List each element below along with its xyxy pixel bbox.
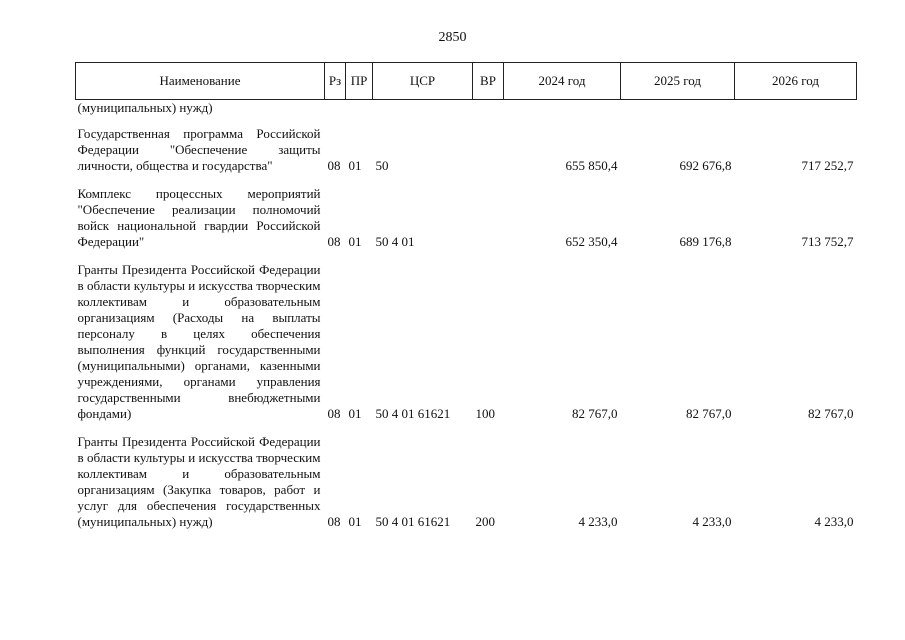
table-row xyxy=(76,116,857,176)
row-2026: 82 767,0 xyxy=(808,406,854,421)
header-2024: 2024 год xyxy=(504,63,621,100)
row-csr: 50 4 01 61621 xyxy=(375,406,451,421)
continuation-text: (муниципальных) нужд) xyxy=(77,100,213,115)
row-2026: 4 233,0 xyxy=(814,514,854,529)
table-row xyxy=(76,424,857,532)
table-row xyxy=(76,252,857,424)
row-2025: 692 676,8 xyxy=(679,158,732,173)
header-2025: 2025 год xyxy=(621,63,735,100)
row-2024: 652 350,4 xyxy=(565,234,618,249)
table-header-row xyxy=(76,63,857,100)
row-2026: 713 752,7 xyxy=(801,234,854,249)
row-pr: 01 xyxy=(348,406,362,421)
row-rz: 08 xyxy=(327,158,341,173)
row-name: Комплекс процессных мероприятий "Обеспечение реализации полномочий войск национальной гвардии Российской Федерации" xyxy=(77,186,321,249)
row-pr: 01 xyxy=(348,514,362,529)
row-pr: 01 xyxy=(348,158,362,173)
row-2024: 82 767,0 xyxy=(572,406,618,421)
row-rz: 08 xyxy=(327,406,341,421)
row-vr xyxy=(473,116,504,176)
header-2026: 2026 год xyxy=(735,63,857,100)
page-number: 2850 xyxy=(438,30,467,45)
row-2025: 689 176,8 xyxy=(679,234,732,249)
row-pr: 01 xyxy=(348,234,362,249)
row-2026: 717 252,7 xyxy=(801,158,854,173)
row-rz: 08 xyxy=(327,514,341,529)
row-2025: 82 767,0 xyxy=(686,406,732,421)
row-name: Государственная программа Российской Федерации "Обеспечение защиты личности, общества и государства" xyxy=(77,126,321,173)
header-csr: ЦСР xyxy=(373,63,473,100)
row-vr xyxy=(473,176,504,252)
row-vr: 100 xyxy=(475,406,495,421)
row-2024: 4 233,0 xyxy=(578,514,618,529)
header-vr: ВР xyxy=(473,63,504,100)
budget-table xyxy=(75,62,857,532)
header-rz: Рз xyxy=(325,63,346,100)
row-rz: 08 xyxy=(327,234,341,249)
row-vr: 200 xyxy=(475,514,495,529)
table-row xyxy=(76,176,857,252)
row-csr: 50 4 01 61621 xyxy=(375,514,451,529)
header-name: Наименование xyxy=(76,63,325,100)
continuation-row xyxy=(76,100,857,117)
row-csr: 50 xyxy=(375,158,389,173)
header-pr: ПР xyxy=(346,63,373,100)
row-csr: 50 4 01 xyxy=(375,234,415,249)
row-name: Гранты Президента Российской Федерации в области культуры и искусства творческим коллективам и образовательным организациям (Расходы на выплаты персоналу в целях обеспечения выполнения функций государственными (муниципальными) органами, казенными учреждениями, органами управления государственными внебюджетными фондами) xyxy=(77,262,321,421)
row-2024: 655 850,4 xyxy=(565,158,618,173)
row-2025: 4 233,0 xyxy=(692,514,732,529)
row-name: Гранты Президента Российской Федерации в области культуры и искусства творческим коллективам и образовательным организациям (Закупка товаров, работ и услуг для обеспечения государственных (муниципальных) нужд) xyxy=(77,434,321,529)
